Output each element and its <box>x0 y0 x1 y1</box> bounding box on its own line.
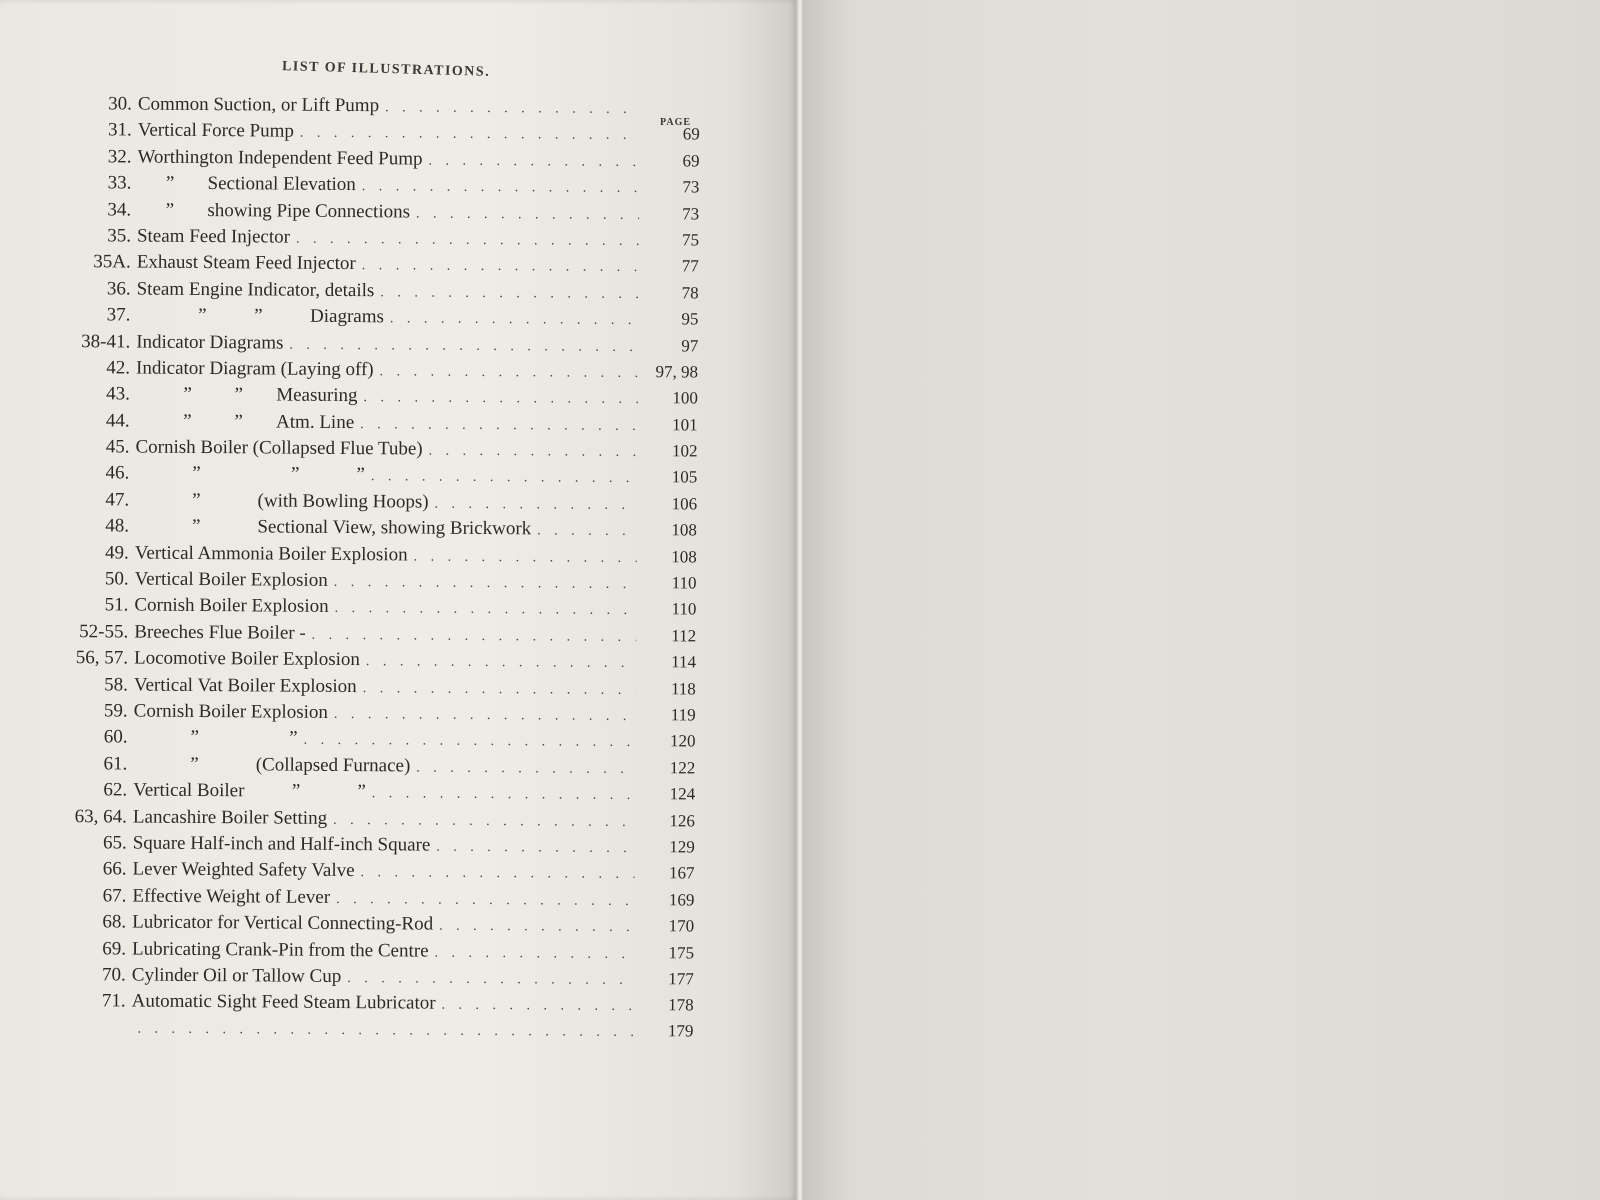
illustration-number: 71. <box>101 990 126 1012</box>
illustration-title: ” ” ” <box>135 463 365 486</box>
leader-dots <box>354 417 638 435</box>
illustration-number: 34. <box>107 198 132 221</box>
illustration-number: 63, 64. <box>74 805 128 828</box>
page-number: 110 <box>671 573 697 593</box>
leader-dots <box>131 1021 633 1041</box>
illustration-title: Worthington Independent Feed Pump <box>137 146 423 170</box>
illustration-number: 35. <box>107 225 132 247</box>
page-number: 114 <box>671 652 697 672</box>
page-number: 108 <box>671 520 698 540</box>
illustration-number: 42. <box>106 357 131 379</box>
illustration-title: Exhaust Steam Feed Injector <box>136 251 356 275</box>
page-number: 77 <box>681 256 699 276</box>
leader-dots <box>366 786 635 804</box>
page-number: 178 <box>668 995 694 1015</box>
illustration-title: ” Sectional Elevation <box>137 172 356 196</box>
illustration-number: 45. <box>105 436 130 458</box>
page-number: 102 <box>671 441 698 461</box>
leader-dots <box>356 179 640 197</box>
illustration-title: Lancashire Boiler Setting <box>132 806 328 829</box>
book-gutter <box>796 0 804 1200</box>
leader-dots <box>298 733 636 751</box>
illustration-number: 47. <box>105 489 130 511</box>
page-number: 69 <box>682 151 700 171</box>
page-number: 120 <box>669 731 696 751</box>
illustration-title: ” ” <box>133 726 298 750</box>
leader-dots <box>360 654 636 672</box>
illustration-title: ” ” Measuring <box>135 383 358 407</box>
leader-dots <box>306 628 637 646</box>
leader-dots <box>531 524 637 541</box>
illustration-title: Common Suction, or Lift Pump <box>137 93 380 117</box>
illustration-title: Effective Weight of Lever <box>132 885 331 908</box>
leader-dots <box>379 100 640 118</box>
leader-dots <box>374 285 638 303</box>
leader-dots <box>423 444 638 461</box>
illustration-number: 58. <box>104 673 128 696</box>
page-number: 170 <box>668 916 695 936</box>
left-illustration-list <box>53 93 700 1048</box>
leader-dots <box>355 865 635 883</box>
illustration-number: 36. <box>106 278 131 300</box>
illustration-title: Vertical Ammonia Boiler Explosion <box>134 542 408 566</box>
illustration-number: 43. <box>106 383 130 405</box>
illustration-number: 66. <box>102 858 127 880</box>
illustration-number: 65. <box>102 832 127 854</box>
page-number: 75 <box>681 230 700 250</box>
page-number: 129 <box>669 837 695 857</box>
illustration-number: 31. <box>107 119 132 141</box>
page-number: 78 <box>681 283 699 303</box>
page-number: 108 <box>671 546 697 567</box>
illustration-number: 69. <box>102 937 127 959</box>
illustration-number: 46. <box>105 462 130 484</box>
page-number: 69 <box>682 124 700 144</box>
leader-dots <box>436 998 634 1015</box>
list-item <box>53 1017 693 1048</box>
page-number: 126 <box>669 810 696 830</box>
illustration-title: Vertical Force Pump <box>137 119 294 143</box>
illustration-title: Cornish Boiler Explosion <box>134 594 329 618</box>
leader-dots <box>374 364 639 382</box>
leader-dots <box>329 601 637 619</box>
illustration-title: Lubricating Crank-Pin from the Centre <box>131 938 429 962</box>
illustration-title: ” showing Pipe Connections <box>137 199 411 223</box>
leader-dots <box>433 919 634 936</box>
left-page-column-label: PAGE <box>660 117 692 128</box>
illustration-title: Cornish Boiler Explosion <box>133 700 328 723</box>
leader-dots <box>429 496 638 513</box>
illustration-number: 50. <box>104 568 129 590</box>
illustration-title: Cylinder Oil or Tallow Cup <box>131 964 342 987</box>
leader-dots <box>357 681 636 699</box>
leader-dots <box>410 206 639 224</box>
illustration-number: 67. <box>102 885 127 907</box>
illustration-number: 56, 57. <box>75 647 129 669</box>
leader-dots <box>294 126 640 144</box>
page-number: 169 <box>668 889 695 910</box>
illustration-number: 62. <box>103 779 128 801</box>
illustration-title: Indicator Diagram (Laying off) <box>136 357 374 381</box>
page-number: 105 <box>671 467 698 487</box>
illustration-title: Square Half-inch and Half-inch Square <box>132 832 431 856</box>
page-number: 97 <box>681 335 699 355</box>
leader-dots <box>365 470 638 488</box>
illustration-number: 59. <box>103 700 128 722</box>
leader-dots <box>328 575 637 593</box>
leader-dots <box>422 153 639 171</box>
page-number: 177 <box>668 969 694 989</box>
illustration-title: Locomotive Boiler Explosion <box>133 647 360 671</box>
page-number: 110 <box>671 599 697 619</box>
illustration-title: Cornish Boiler (Collapsed Flue Tube) <box>135 436 423 460</box>
page-number: 95 <box>681 309 699 329</box>
illustration-number: 44. <box>105 410 130 432</box>
illustration-number: 51. <box>104 594 129 616</box>
leader-dots <box>408 549 637 567</box>
page-number: 124 <box>669 784 696 804</box>
page-number: 97, 98 <box>655 362 699 382</box>
illustration-number: 60. <box>103 726 128 748</box>
illustration-number: 68. <box>102 911 127 933</box>
illustration-title: Lever Weighted Safety Valve <box>132 858 355 882</box>
illustration-title: Breeches Flue Boiler - <box>134 621 306 644</box>
illustration-number: 37. <box>106 304 131 326</box>
illustration-number: 35A. <box>93 251 131 273</box>
leader-dots <box>328 707 636 725</box>
leader-dots <box>410 760 635 778</box>
illustration-title: ” (with Bowling Hoops) <box>135 489 429 513</box>
leader-dots <box>357 390 637 408</box>
illustration-title: Automatic Sight Feed Steam Lubricator <box>131 990 436 1014</box>
illustration-number: 61. <box>103 753 128 775</box>
leader-dots <box>430 840 635 857</box>
illustration-number <box>53 1032 131 1033</box>
illustration-number: 38-41. <box>81 330 131 353</box>
leader-dots <box>283 337 638 355</box>
page-number: 179 <box>667 1020 694 1041</box>
page-number: 112 <box>671 626 697 646</box>
leader-dots <box>356 258 639 276</box>
leader-dots <box>384 311 639 329</box>
leader-dots <box>330 892 634 910</box>
leader-dots <box>290 232 639 250</box>
illustration-title: ” ” Diagrams <box>136 304 385 328</box>
page-number: 167 <box>669 863 695 883</box>
illustration-title: ” (Collapsed Furnace) <box>133 753 411 777</box>
leader-dots <box>327 812 635 830</box>
illustration-title: Indicator Diagrams <box>136 331 284 354</box>
illustration-number: 32. <box>107 146 132 168</box>
page-number: 119 <box>670 705 696 725</box>
page-number: 122 <box>669 758 696 778</box>
page-number: 100 <box>672 388 698 408</box>
illustration-title: Steam Feed Injector <box>136 225 291 248</box>
page-number: 73 <box>682 203 700 224</box>
page-number: 101 <box>672 414 698 435</box>
leader-dots <box>428 945 634 962</box>
page-number: 73 <box>682 177 700 197</box>
illustration-number: 52-55. <box>79 620 129 643</box>
illustration-number: 70. <box>102 964 126 986</box>
illustration-number: 49. <box>104 541 129 564</box>
right-page <box>804 0 1600 1200</box>
illustration-title: ” Sectional View, showing Brickwork <box>134 515 532 540</box>
illustration-title: Vertical Vat Boiler Explosion <box>133 674 357 697</box>
leader-dots <box>341 971 634 989</box>
left-running-head: LIST OF ILLUSTRATIONS. <box>281 59 491 80</box>
illustration-number: 30. <box>108 93 132 115</box>
illustration-number: 48. <box>105 515 130 537</box>
illustration-title: Steam Engine Indicator, details <box>136 278 375 301</box>
illustration-title: Vertical Boiler Explosion <box>134 568 328 591</box>
illustration-title: Lubricator for Vertical Connecting-Rod <box>132 911 434 935</box>
page-number: 106 <box>671 494 698 514</box>
page-number: 175 <box>668 942 695 962</box>
illustration-number: 33. <box>107 172 132 194</box>
illustration-title: ” ” Atm. Line <box>135 410 355 433</box>
left-page <box>0 0 796 1200</box>
page-number: 118 <box>670 678 696 699</box>
illustration-title: Vertical Boiler ” ” <box>133 779 366 803</box>
